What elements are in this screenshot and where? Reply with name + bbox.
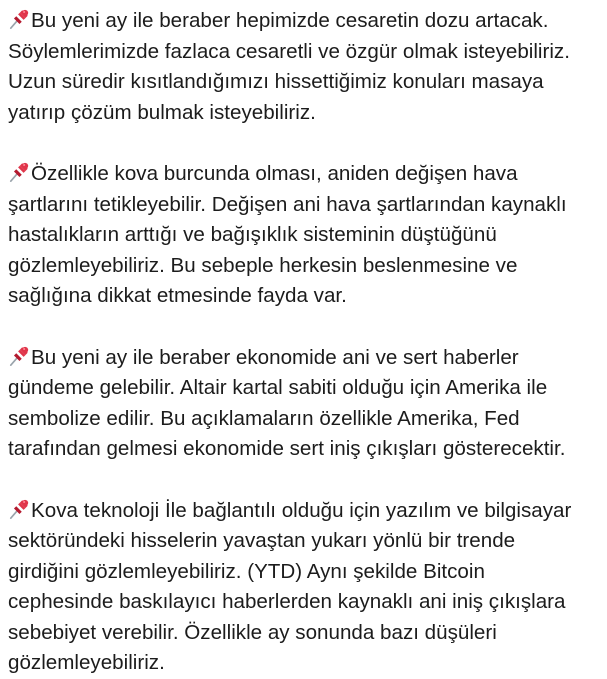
paragraph-line: sembolize edilir. Bu açıklamaların özellikle Amerika, Fed bbox=[8, 404, 604, 435]
paragraph-line bbox=[8, 496, 604, 527]
line-text: Özellikle kova burcunda olması, aniden değişen hava bbox=[31, 162, 518, 185]
paragraph-line: cephesinde baskılayıcı haberlerden kaynaklı ani iniş çıkışlara bbox=[8, 587, 604, 618]
pushpin-icon bbox=[8, 345, 30, 367]
paragraph-line: Uzun süredir kısıtlandığımızı hissettiğimiz konuları masaya bbox=[8, 67, 604, 98]
paragraph-line bbox=[8, 159, 604, 190]
paragraph-line: gözlemleyebiliriz. bbox=[8, 648, 604, 679]
paragraph-line bbox=[8, 343, 604, 374]
line-text: Bu yeni ay ile beraber ekonomide ani ve sert haberler bbox=[31, 346, 519, 369]
line-text: Kova teknoloji İle bağlantılı olduğu için yazılım ve bilgisayar bbox=[31, 499, 571, 522]
pushpin-icon bbox=[8, 161, 30, 183]
pushpin-icon bbox=[8, 8, 30, 30]
paragraph-line: gündeme gelebilir. Altair kartal sabiti olduğu için Amerika ile bbox=[8, 373, 604, 404]
paragraph-4 bbox=[8, 496, 604, 679]
paragraph-1 bbox=[8, 6, 604, 128]
paragraph-line: sektöründeki hisselerin yavaştan yukarı yönlü bir trende bbox=[8, 526, 604, 557]
pushpin-icon bbox=[8, 498, 30, 520]
paragraph-line bbox=[8, 6, 604, 37]
paragraph-line: girdiğini gözlemleyebiliriz. (YTD) Aynı şekilde Bitcoin bbox=[8, 557, 604, 588]
paragraph-line: yatırıp çözüm bulmak isteyebiliriz. bbox=[8, 98, 604, 129]
paragraph-line: tarafından gelmesi ekonomide sert iniş çıkışları gösterecektir. bbox=[8, 434, 604, 465]
paragraph-line: şartlarını tetikleyebilir. Değişen ani hava şartlarından kaynaklı bbox=[8, 190, 604, 221]
line-text: Bu yeni ay ile beraber hepimizde cesaretin dozu artacak. bbox=[31, 9, 548, 32]
paragraph-line: hastalıkların arttığı ve bağışıklık sisteminin düştüğünü bbox=[8, 220, 604, 251]
paragraph-line: gözlemleyebiliriz. Bu sebeple herkesin beslenmesine ve bbox=[8, 251, 604, 282]
paragraph-line: sağlığına dikkat etmesinde fayda var. bbox=[8, 281, 604, 312]
paragraph-2 bbox=[8, 159, 604, 312]
paragraph-3 bbox=[8, 343, 604, 465]
paragraph-line: sebebiyet verebilir. Özellikle ay sonunda bazı düşüleri bbox=[8, 618, 604, 649]
document-body bbox=[8, 6, 604, 679]
paragraph-line: Söylemlerimizde fazlaca cesaretli ve özgür olmak isteyebiliriz. bbox=[8, 37, 604, 68]
